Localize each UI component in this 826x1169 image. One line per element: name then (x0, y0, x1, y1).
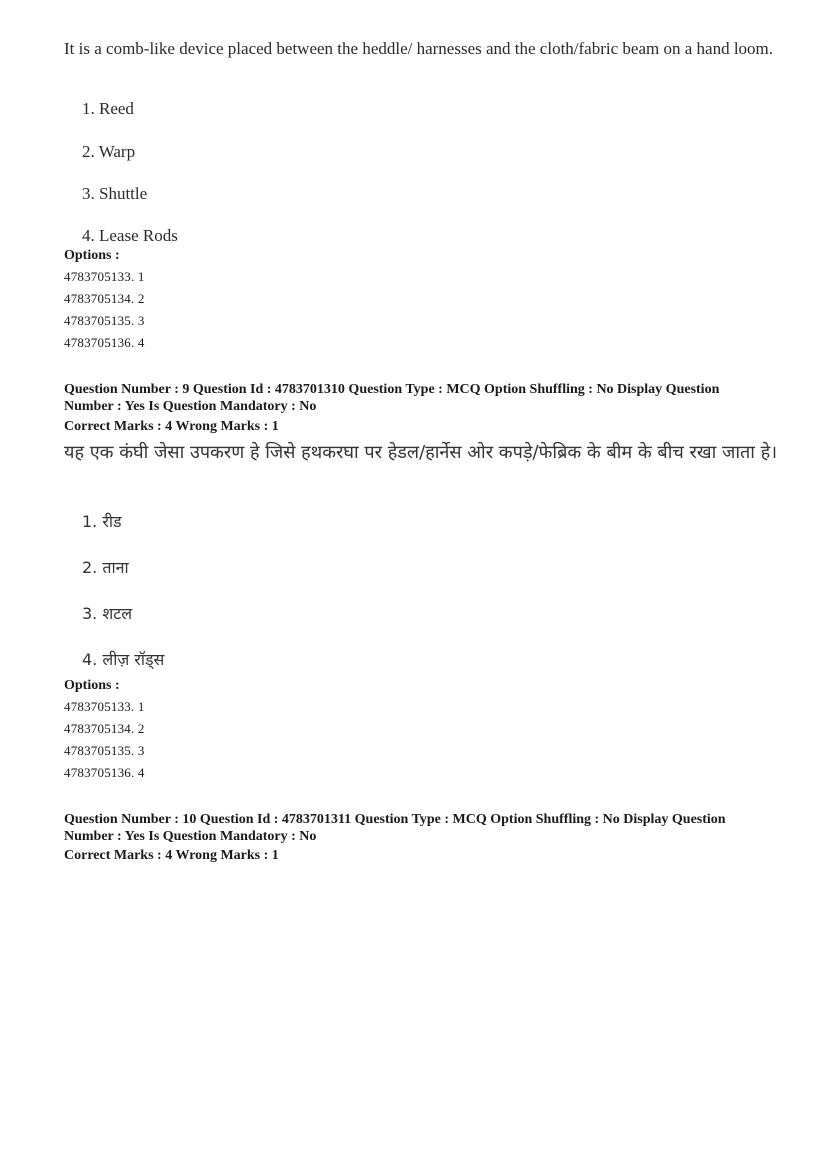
q9-option-1: 1. रीड (82, 512, 122, 531)
q9-options-label: Options : (64, 678, 120, 693)
q8-options-label: Options : (64, 248, 120, 263)
q8-option-id-2: 4783705134. 2 (64, 291, 145, 306)
q9-option-4: 4. लीज़ रॉड्स (82, 650, 165, 669)
q9-option-id-3: 4783705135. 3 (64, 743, 145, 758)
q9-marks: Correct Marks : 4 Wrong Marks : 1 (64, 419, 279, 434)
q9-option-id-4: 4783705136. 4 (64, 765, 145, 780)
q9-meta-line-2: Number : Yes Is Question Mandatory : No (64, 399, 317, 414)
q8-option-id-4: 4783705136. 4 (64, 335, 145, 350)
q8-option-id-3: 4783705135. 3 (64, 313, 145, 328)
q8-option-id-1: 4783705133. 1 (64, 269, 145, 284)
q9-option-3: 3. शटल (82, 604, 133, 623)
question-9-text-hi: यह एक कंघी जेसा उपकरण हे जिसे हथकरघा पर हेडल/हार्नेस ओर कपड़े/फेब्रिक के बीम के बीच रखा जाता हे। (64, 442, 778, 463)
q8-option-3: 3. Shuttle (82, 184, 148, 203)
q10-meta-line-1: Question Number : 10 Question Id : 4783701311 Question Type : MCQ Option Shuffling : No Display Question (64, 812, 726, 827)
q10-marks: Correct Marks : 4 Wrong Marks : 1 (64, 848, 279, 863)
q9-option-id-2: 4783705134. 2 (64, 721, 145, 736)
q9-meta-line-1: Question Number : 9 Question Id : 4783701310 Question Type : MCQ Option Shuffling : No Display Question (64, 382, 720, 397)
q8-option-1: 1. Reed (82, 99, 134, 118)
q10-meta-line-2: Number : Yes Is Question Mandatory : No (64, 829, 317, 844)
question-8-text-en: It is a comb-like device placed between the heddle/ harnesses and the cloth/fabric beam on a hand loom. (64, 39, 774, 58)
q9-option-2: 2. ताना (82, 558, 129, 577)
q8-option-2: 2. Warp (82, 142, 136, 161)
q8-option-4: 4. Lease Rods (82, 226, 178, 245)
q9-option-id-1: 4783705133. 1 (64, 699, 145, 714)
